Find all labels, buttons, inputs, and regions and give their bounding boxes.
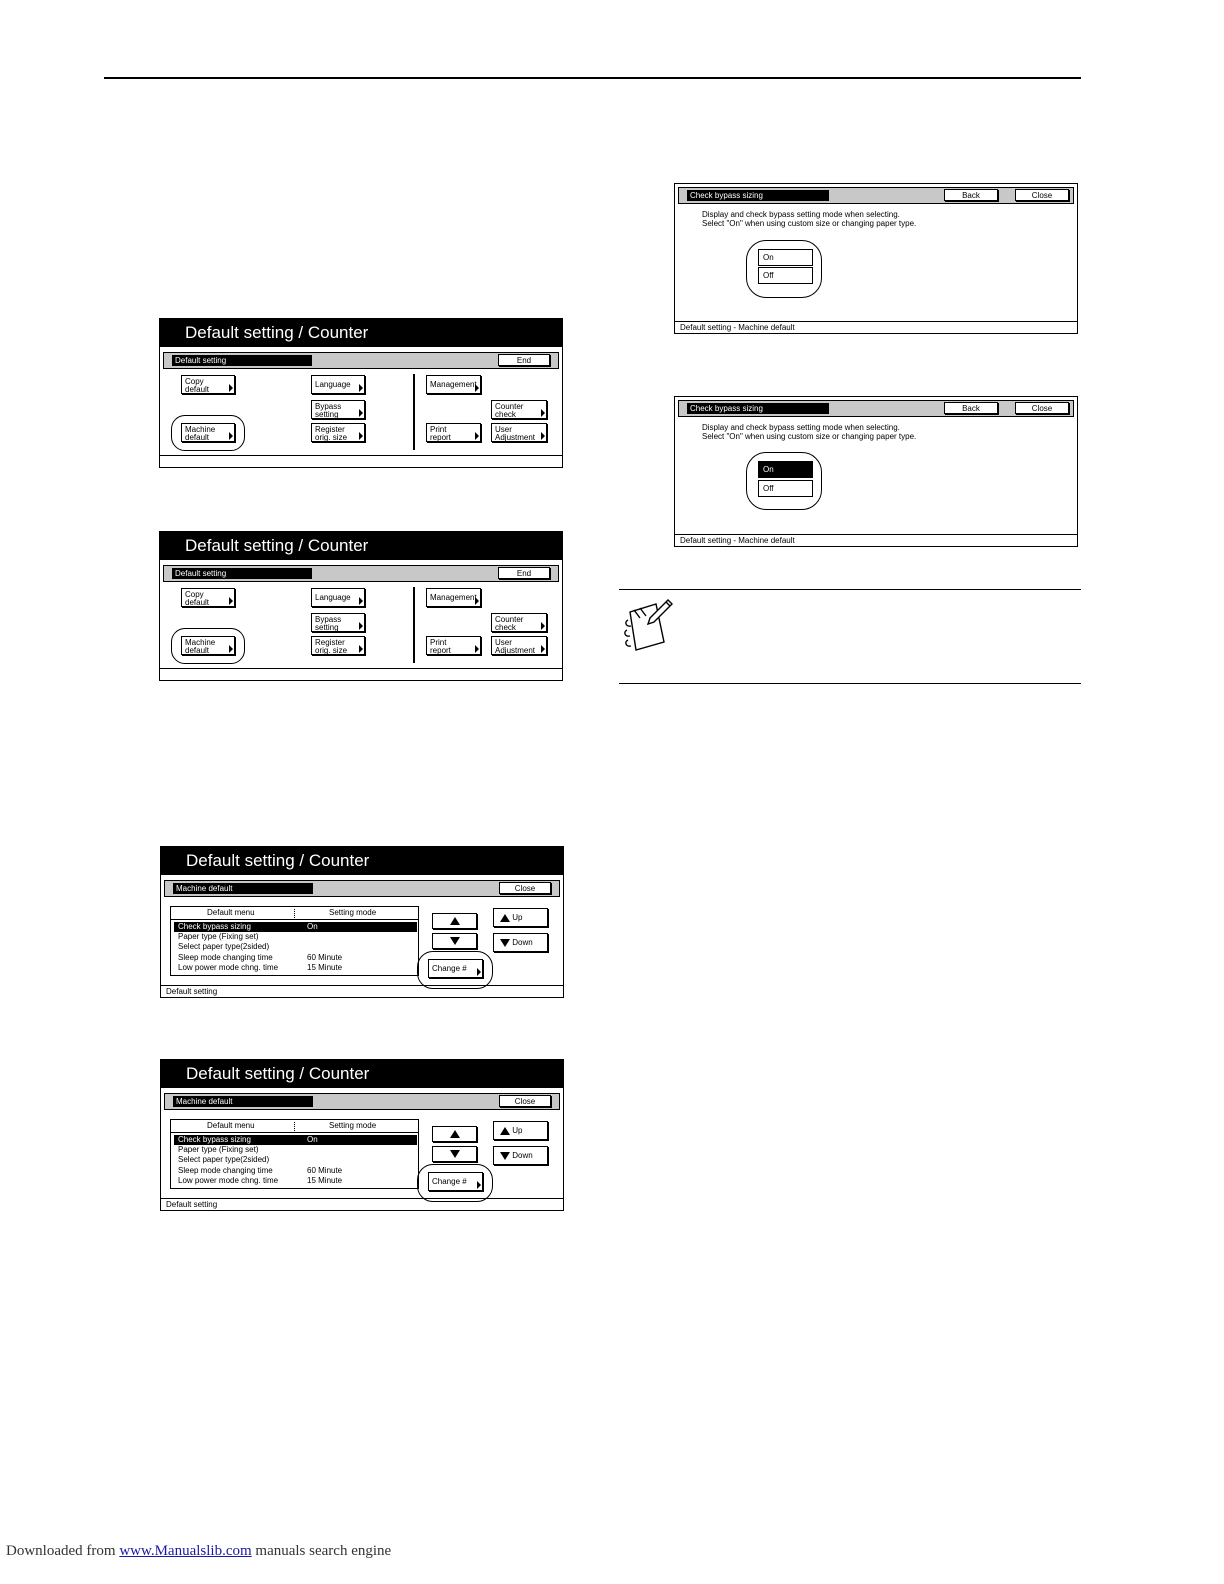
status-bar: Default setting [161, 1198, 563, 1210]
list-row-select-paper-type[interactable]: Select paper type(2sided) [178, 942, 270, 951]
back-button[interactable]: Back [944, 402, 998, 414]
status-bar: Default setting - Machine default [675, 321, 1077, 333]
change-button[interactable]: Change # [428, 959, 483, 978]
down-button[interactable]: Down [493, 1146, 548, 1165]
back-button[interactable]: Back [944, 189, 998, 201]
panel-bar [163, 352, 559, 369]
scroll-up-button[interactable] [432, 913, 477, 929]
bar-label: Default setting [172, 568, 312, 579]
language-button[interactable]: Language [311, 588, 365, 607]
list-row-select-paper-type[interactable]: Select paper type(2sided) [178, 1155, 270, 1164]
divider [413, 374, 415, 450]
col-separator [294, 1122, 295, 1131]
close-button[interactable]: Close [499, 882, 551, 894]
panel-bar [678, 400, 1074, 417]
instruction-text [702, 210, 916, 228]
bypass-setting-button[interactable]: Bypass setting [311, 613, 365, 632]
list-row-low-power[interactable]: Low power mode chng. time 15 Minute [178, 1176, 343, 1185]
divider [413, 587, 415, 663]
management-button[interactable]: Management [426, 375, 481, 394]
up-button[interactable]: Up [493, 908, 548, 927]
arrow-up-icon [450, 1130, 460, 1138]
instruction-line-2: Select "On" when using custom size or changing paper type. [702, 432, 917, 441]
bypass-setting-button[interactable]: Bypass setting [311, 400, 365, 419]
panel-bar [163, 565, 559, 582]
register-orig-size-button[interactable]: Register orig. size [311, 423, 365, 442]
status-bar [160, 455, 562, 467]
register-orig-size-button[interactable]: Register orig. size [311, 636, 365, 655]
panel-title: Default setting / Counter [161, 847, 563, 875]
col-default-menu: Default menu [207, 1121, 255, 1130]
language-button[interactable]: Language [311, 375, 365, 394]
check-bypass-panel-1 [674, 183, 1078, 334]
copy-default-button[interactable]: Copy default [181, 588, 235, 607]
settings-list [170, 906, 419, 976]
col-default-menu: Default menu [207, 908, 255, 917]
instruction-text [702, 423, 916, 441]
option-on[interactable]: On [758, 461, 813, 478]
machine-default-button[interactable]: Machine default [181, 423, 235, 442]
header-rule [104, 77, 1081, 79]
scroll-down-button[interactable] [432, 933, 477, 949]
list-row-check-bypass-sizing[interactable]: Check bypass sizing On [174, 1135, 417, 1145]
machine-default-panel-2 [160, 1059, 564, 1211]
scroll-up-button[interactable] [432, 1126, 477, 1142]
panel-title: Default setting / Counter [160, 319, 562, 347]
col-setting-mode: Setting mode [329, 1121, 377, 1130]
note-icon [620, 598, 676, 656]
settings-list [170, 1119, 419, 1189]
list-header [171, 907, 418, 920]
instruction-line-1: Display and check bypass setting mode when selecting. [702, 423, 900, 432]
status-bar: Default setting - Machine default [675, 534, 1077, 546]
status-bar: Default setting [161, 985, 563, 997]
user-adjustment-button[interactable]: User Adjustment [491, 423, 547, 442]
user-adjustment-button[interactable]: User Adjustment [491, 636, 547, 655]
arrow-down-icon [500, 1152, 510, 1160]
management-button[interactable]: Management [426, 588, 481, 607]
list-row-sleep-mode[interactable]: Sleep mode changing time 60 Minute [178, 1166, 343, 1175]
close-button[interactable]: Close [1015, 402, 1069, 414]
panel-bar [678, 187, 1074, 204]
down-button[interactable]: Down [493, 933, 548, 952]
list-row-low-power[interactable]: Low power mode chng. time 15 Minute [178, 963, 343, 972]
panel-bar [164, 880, 560, 897]
close-button[interactable]: Close [499, 1095, 551, 1107]
end-button[interactable]: End [498, 354, 550, 366]
download-footer [6, 1543, 391, 1560]
list-row-check-bypass-sizing[interactable]: Check bypass sizing On [174, 922, 417, 932]
check-bypass-panel-2 [674, 396, 1078, 547]
arrow-down-icon [450, 1150, 460, 1158]
print-report-button[interactable]: Print report [426, 636, 481, 655]
status-bar [160, 668, 562, 680]
list-row-paper-type[interactable]: Paper type (Fixing set) [178, 1145, 259, 1154]
default-setting-panel-1 [159, 318, 563, 468]
list-row-sleep-mode[interactable]: Sleep mode changing time 60 Minute [178, 953, 343, 962]
counter-check-button[interactable]: Counter check [491, 400, 547, 419]
arrow-up-icon [500, 914, 510, 922]
list-header [171, 1120, 418, 1133]
instruction-line-1: Display and check bypass setting mode when selecting. [702, 210, 900, 219]
bar-label: Check bypass sizing [687, 403, 829, 414]
default-setting-panel-2 [159, 531, 563, 681]
panel-title: Default setting / Counter [160, 532, 562, 560]
footer-prefix: Downloaded from [6, 1543, 116, 1559]
footer-link[interactable]: www.Manualslib.com [119, 1543, 252, 1559]
copy-default-button[interactable]: Copy default [181, 375, 235, 394]
option-on[interactable]: On [758, 249, 813, 266]
bar-label: Machine default [173, 1096, 313, 1107]
col-separator [294, 909, 295, 918]
up-button[interactable]: Up [493, 1121, 548, 1140]
arrow-up-icon [450, 917, 460, 925]
arrow-down-icon [500, 939, 510, 947]
option-off[interactable]: Off [758, 480, 813, 497]
bar-label: Default setting [172, 355, 312, 366]
instruction-line-2: Select "On" when using custom size or changing paper type. [702, 219, 917, 228]
arrow-down-icon [450, 937, 460, 945]
list-row-paper-type[interactable]: Paper type (Fixing set) [178, 932, 259, 941]
bar-label: Machine default [173, 883, 313, 894]
change-button[interactable]: Change # [428, 1172, 483, 1191]
machine-default-button[interactable]: Machine default [181, 636, 235, 655]
note-top-rule [619, 589, 1081, 590]
footer-suffix: manuals search engine [255, 1543, 392, 1559]
scroll-down-button[interactable] [432, 1146, 477, 1162]
note-bottom-rule [619, 683, 1081, 684]
panel-title: Default setting / Counter [161, 1060, 563, 1088]
bar-label: Check bypass sizing [687, 190, 829, 201]
print-report-button[interactable]: Print report [426, 423, 481, 442]
col-setting-mode: Setting mode [329, 908, 377, 917]
close-button[interactable]: Close [1015, 189, 1069, 201]
end-button[interactable]: End [498, 567, 550, 579]
panel-bar [164, 1093, 560, 1110]
counter-check-button[interactable]: Counter check [491, 613, 547, 632]
option-off[interactable]: Off [758, 267, 813, 284]
machine-default-panel-1 [160, 846, 564, 998]
arrow-up-icon [500, 1127, 510, 1135]
